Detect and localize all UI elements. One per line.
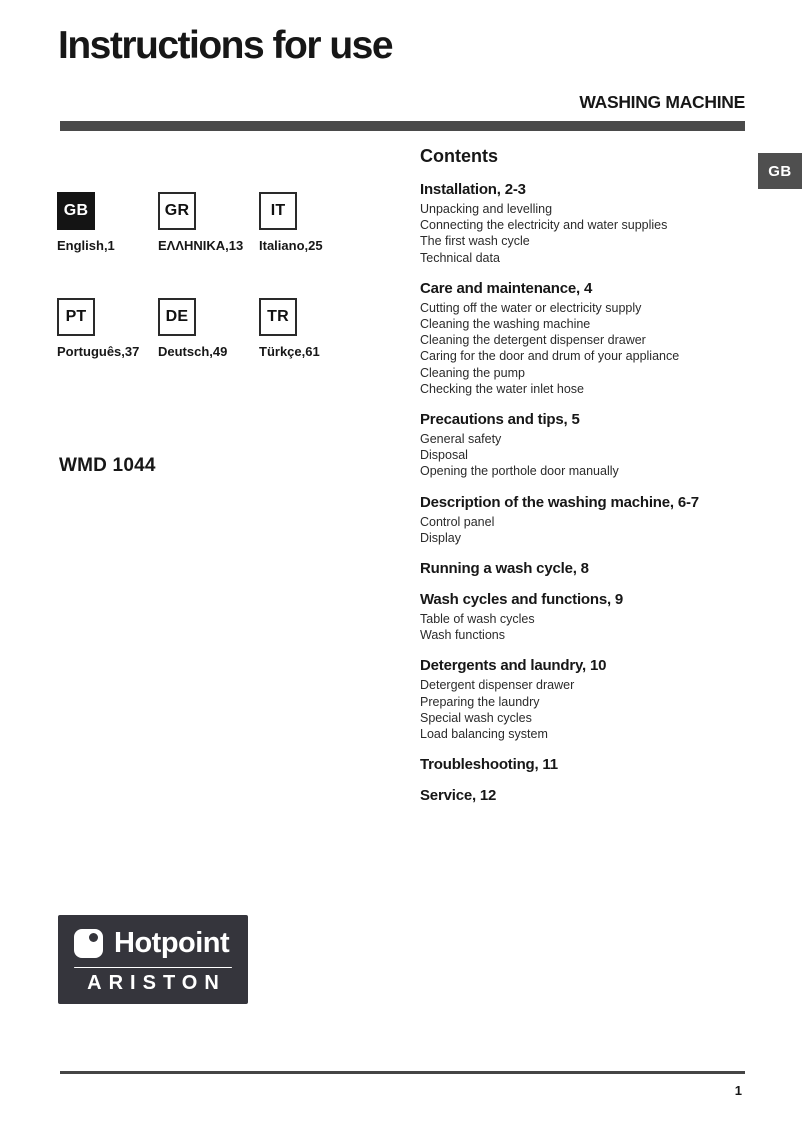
toc-section bbox=[420, 411, 750, 480]
toc-section bbox=[420, 787, 750, 804]
toc-item: Opening the porthole door manually bbox=[420, 464, 619, 479]
toc-item: Wash functions bbox=[420, 628, 505, 643]
toc-item: General safety bbox=[420, 432, 502, 447]
toc-section bbox=[420, 181, 750, 266]
contents-sections bbox=[420, 181, 750, 804]
language-code-box: IT bbox=[259, 192, 297, 230]
toc-section-title: Running a wash cycle, 8 bbox=[420, 560, 589, 578]
language-option-gb bbox=[57, 192, 158, 253]
toc-item: Detergent dispenser drawer bbox=[420, 678, 575, 693]
toc-item: Caring for the door and drum of your appliance bbox=[420, 349, 680, 364]
model-number: WMD 1044 bbox=[59, 455, 156, 476]
language-label: Português,37 bbox=[57, 344, 140, 359]
toc-section bbox=[420, 280, 750, 397]
brand-sub-name: ARISTON bbox=[87, 972, 226, 994]
language-code-box: PT bbox=[57, 298, 95, 336]
language-option-pt bbox=[57, 298, 158, 359]
toc-section-title: Troubleshooting, 11 bbox=[420, 756, 558, 774]
toc-item: Disposal bbox=[420, 448, 468, 463]
language-label: Türkçe,61 bbox=[259, 344, 320, 359]
washing-machine-door-icon bbox=[74, 929, 103, 958]
page-number: 1 bbox=[734, 1083, 742, 1098]
toc-item: Unpacking and levelling bbox=[420, 202, 553, 216]
language-code-box: TR bbox=[259, 298, 297, 336]
toc-section-title: Description of the washing machine, 6-7 bbox=[420, 493, 699, 511]
toc-item: Connecting the electricity and water supplies bbox=[420, 218, 668, 233]
logo-top-row bbox=[74, 927, 232, 960]
toc-item: Preparing the laundry bbox=[420, 694, 540, 709]
toc-section-title: Detergents and laundry, 10 bbox=[420, 657, 607, 675]
language-option-gr bbox=[158, 192, 259, 253]
toc-item: Load balancing system bbox=[420, 727, 548, 742]
toc-section bbox=[420, 560, 750, 577]
header-divider-bar bbox=[60, 121, 745, 131]
toc-section-title: Wash cycles and functions, 9 bbox=[420, 591, 624, 609]
toc-item: Checking the water inlet hose bbox=[420, 381, 584, 396]
language-code-box: GB bbox=[57, 192, 95, 230]
toc-section-title: Precautions and tips, 5 bbox=[420, 411, 580, 429]
toc-section-title: Service, 12 bbox=[420, 787, 497, 805]
toc-item: Special wash cycles bbox=[420, 710, 532, 725]
language-option-tr bbox=[259, 298, 360, 359]
toc-item: Table of wash cycles bbox=[420, 612, 535, 627]
toc-item: Cleaning the detergent dispenser drawer bbox=[420, 333, 646, 348]
footer-divider-rule bbox=[60, 1071, 745, 1074]
toc-item: The first wash cycle bbox=[420, 234, 530, 249]
toc-item: Display bbox=[420, 530, 461, 545]
language-label: English,1 bbox=[57, 238, 115, 253]
toc-item: Cleaning the pump bbox=[420, 365, 525, 380]
logo-divider bbox=[74, 967, 232, 968]
document-subtitle: WASHING MACHINE bbox=[579, 92, 745, 112]
brand-name: Hotpoint bbox=[114, 927, 230, 959]
toc-item: Control panel bbox=[420, 514, 495, 529]
language-grid bbox=[57, 192, 360, 359]
language-label: Italiano,25 bbox=[259, 238, 323, 253]
toc-section bbox=[420, 756, 750, 773]
language-label: ΕΛΛΗΝΙΚΑ,13 bbox=[158, 238, 244, 253]
toc-item: Technical data bbox=[420, 250, 500, 265]
toc-item: Cutting off the water or electricity supply bbox=[420, 300, 642, 315]
language-code-box: DE bbox=[158, 298, 196, 336]
toc-section bbox=[420, 591, 750, 643]
toc-item: Cleaning the washing machine bbox=[420, 317, 591, 332]
page-language-tab: GB bbox=[758, 153, 802, 189]
language-code-box: GR bbox=[158, 192, 196, 230]
toc-section bbox=[420, 657, 750, 742]
document-title: Instructions for use bbox=[58, 24, 393, 67]
table-of-contents bbox=[420, 146, 750, 807]
toc-section bbox=[420, 494, 750, 546]
language-label: Deutsch,49 bbox=[158, 344, 228, 359]
toc-section-title: Installation, 2-3 bbox=[420, 181, 526, 198]
toc-section-title: Care and maintenance, 4 bbox=[420, 279, 593, 297]
language-option-de bbox=[158, 298, 259, 359]
contents-heading: Contents bbox=[420, 146, 498, 166]
language-option-it bbox=[259, 192, 360, 253]
hotpoint-ariston-logo bbox=[58, 915, 248, 1004]
